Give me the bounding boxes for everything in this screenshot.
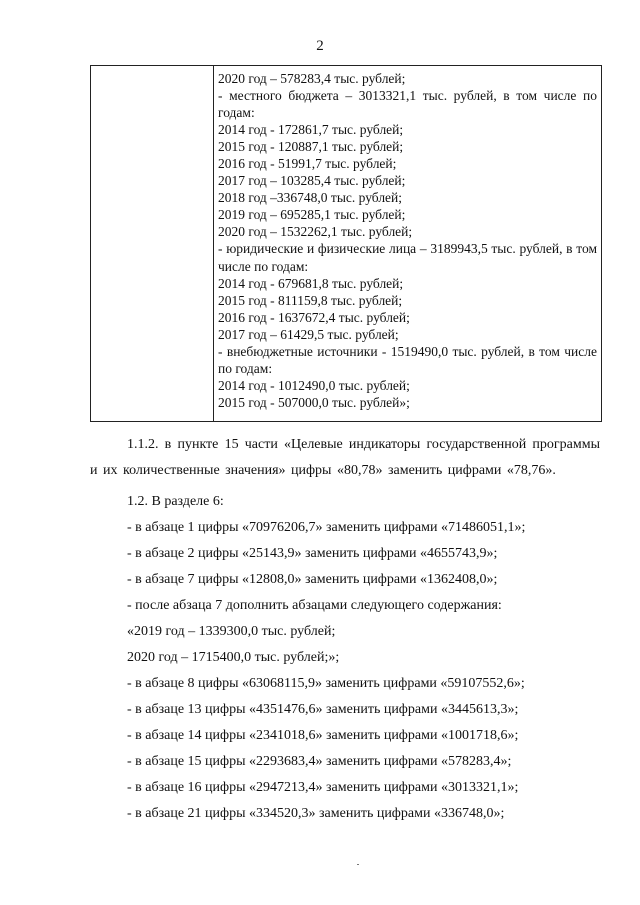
table-line: 2017 год – 103285,4 тыс. рублей; xyxy=(218,173,406,189)
table-line: 2014 год - 679681,8 тыс. рублей; xyxy=(218,275,404,291)
page-number: 2 xyxy=(316,38,324,54)
table-line: - внебюджетные источники - 1519490,0 тыс. рублей, в том числе по годам: xyxy=(218,343,597,376)
paragraph-1-1-2: 1.1.2. в пункте 15 части «Целевые индикаторы государственной программы и их количественные значения» цифры «80,78» заменить цифрами «78,76». xyxy=(90,437,600,478)
table-line: 2018 год –336748,0 тыс. рублей; xyxy=(218,190,403,206)
table-line: - местного бюджета – 3013321,1 тыс. рублей, в том числе по годам: xyxy=(218,88,597,121)
list-item: - в абзаце 16 цифры «2947213,4» заменить цифрами «3013321,1»; xyxy=(127,780,519,795)
list-item: - в абзаце 2 цифры «25143,9» заменить цифрами «4655743,9»; xyxy=(127,546,498,561)
table-line: 2020 год – 1532262,1 тыс. рублей; xyxy=(218,224,413,240)
table-line: 2015 год - 507000,0 тыс. рублей»; xyxy=(218,394,410,410)
table-line: 2017 год – 61429,5 тыс. рублей; xyxy=(218,326,399,342)
list-item: - в абзаце 14 цифры «2341018,6» заменить цифрами «1001718,6»; xyxy=(127,728,519,743)
list-item: - после абзаца 7 дополнить абзацами следующего содержания: xyxy=(127,598,502,613)
table-line: 2014 год - 172861,7 тыс. рублей; xyxy=(218,122,404,138)
paragraph-1-2-heading: 1.2. В разделе 6: xyxy=(127,494,224,509)
list-item: - в абзаце 8 цифры «63068115,9» заменить цифрами «59107552,6»; xyxy=(127,676,525,691)
list-item: - в абзаце 13 цифры «4351476,6» заменить цифрами «3445613,3»; xyxy=(127,702,519,717)
funding-table xyxy=(90,65,602,422)
list-item: «2019 год – 1339300,0 тыс. рублей; xyxy=(127,624,336,639)
table-line: 2014 год - 1012490,0 тыс. рублей; xyxy=(218,377,410,393)
table-right-cell xyxy=(214,66,601,421)
table-line: - юридические и физические лица – 3189943,5 тыс. рублей, в том числе по годам: xyxy=(218,241,597,274)
table-line: 2019 год – 695285,1 тыс. рублей; xyxy=(218,207,406,223)
list-item: - в абзаце 21 цифры «334520,3» заменить цифрами «336748,0»; xyxy=(127,806,505,821)
table-line: 2015 год - 120887,1 тыс. рублей; xyxy=(218,139,404,155)
list-item: - в абзаце 7 цифры «12808,0» заменить цифрами «1362408,0»; xyxy=(127,572,498,587)
scan-speck xyxy=(357,864,359,865)
table-left-cell xyxy=(91,66,214,421)
document-body xyxy=(90,432,600,827)
list-item: 2020 год – 1715400,0 тыс. рублей;»; xyxy=(127,650,340,665)
table-line: 2015 год - 811159,8 тыс. рублей; xyxy=(218,292,403,308)
list-item: - в абзаце 15 цифры «2293683,4» заменить цифрами «578283,4»; xyxy=(127,754,512,769)
list-item: - в абзаце 1 цифры «70976206,7» заменить цифрами «71486051,1»; xyxy=(127,520,526,535)
table-line: 2020 год – 578283,4 тыс. рублей; xyxy=(218,71,406,86)
table-line: 2016 год - 1637672,4 тыс. рублей; xyxy=(218,309,410,325)
table-line: 2016 год - 51991,7 тыс. рублей; xyxy=(218,156,397,172)
